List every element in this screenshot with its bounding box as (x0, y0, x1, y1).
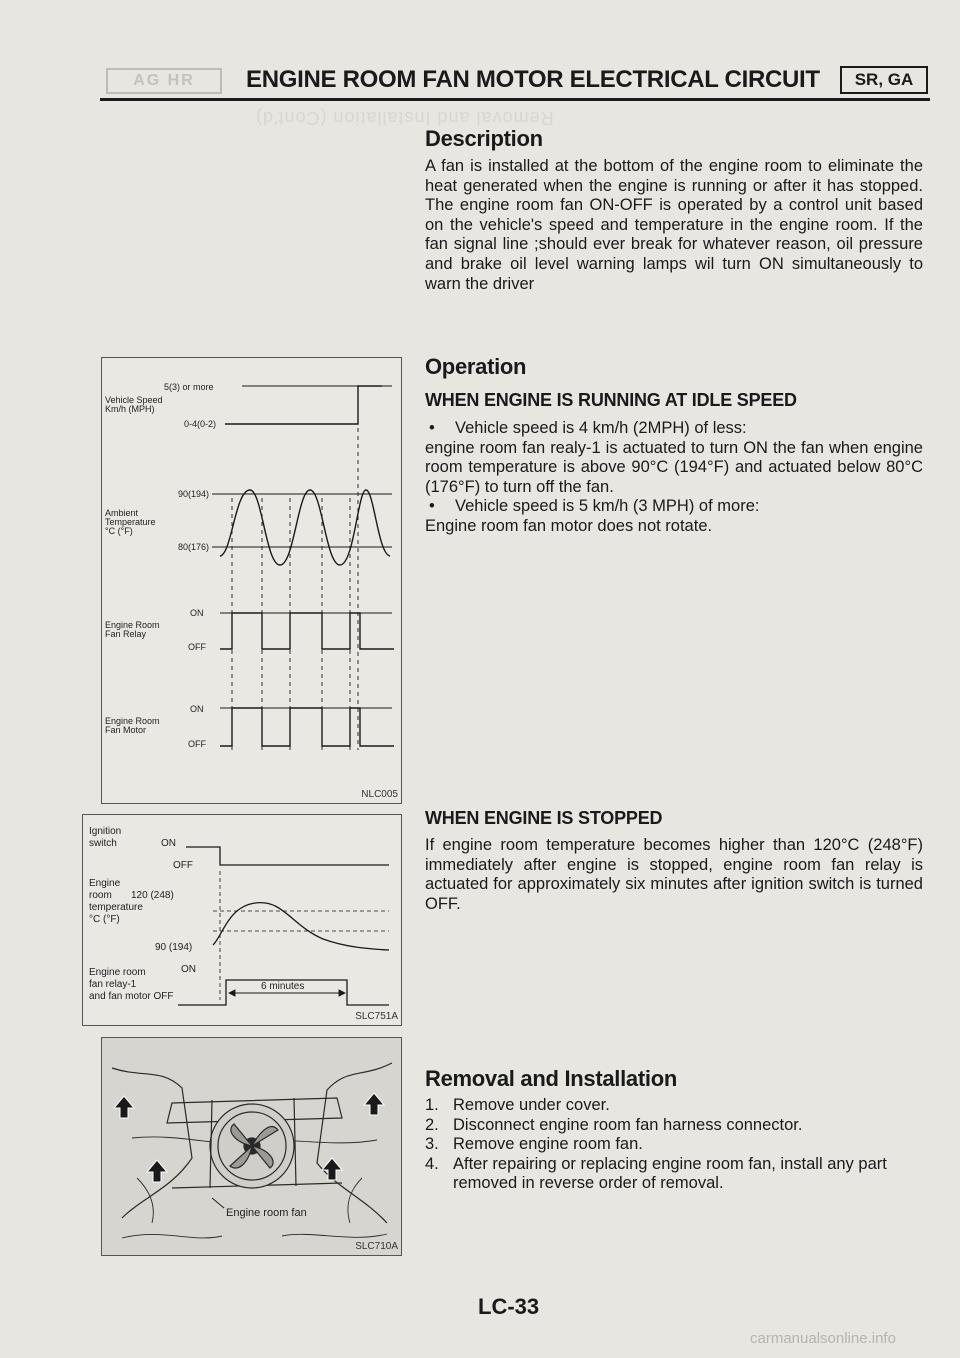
step-number: 2. (425, 1115, 439, 1134)
relay-axis-label-2: Fan Relay (105, 629, 147, 639)
speed-high-label: 5(3) or more (164, 382, 214, 392)
bullet-speed-high-text: Engine room fan motor does not rotate. (425, 516, 713, 535)
figure-code: NLC005 (361, 789, 398, 800)
timing-chart-stopped (82, 814, 402, 1026)
engine-temp-label-4: °C (°F) (89, 914, 120, 925)
figure-code: SLC710A (355, 1241, 398, 1252)
engine-stopped-heading: WHEN ENGINE IS STOPPED (425, 808, 663, 828)
relay-label-1: Engine room (89, 967, 146, 978)
page-title: ENGINE ROOM FAN MOTOR ELECTRICAL CIRCUIT (246, 66, 820, 93)
temp-axis-label-3: °C (°F) (105, 526, 133, 536)
removal-step (425, 1096, 925, 1116)
temp-low-label: 80(176) (178, 542, 210, 552)
removal-steps (425, 1096, 925, 1194)
removal-step (425, 1155, 925, 1194)
motor-axis-label-1: Engine Room (105, 716, 160, 726)
step-text: Remove under cover. (453, 1096, 610, 1114)
motor-axis-label-2: Fan Motor (105, 725, 147, 735)
step-text: Disconnect engine room fan harness connector. (453, 1115, 803, 1134)
description-heading: Description (425, 126, 543, 151)
bullet-speed-low (425, 419, 923, 439)
duration-label: 6 minutes (261, 981, 305, 992)
model-badge-faded: AG HR (106, 68, 222, 94)
timing-chart-idle (101, 357, 402, 804)
bleed-through-text: Removal and Installation (Cont'd) (255, 108, 554, 128)
step-number: 4. (425, 1154, 439, 1173)
bullet-lead: Vehicle speed is 4 km/h (2MPH) of less: (455, 419, 747, 437)
bullet-dot: • (429, 497, 435, 516)
temp-high-label: 120 (248) (131, 890, 174, 901)
engine-room-fan-illustration (101, 1037, 402, 1256)
speed-axis-label-2: Km/h (MPH) (105, 404, 155, 414)
step-number: 3. (425, 1135, 439, 1154)
relay-label-3: and fan motor OFF (89, 991, 174, 1002)
relay-on-label: ON (190, 608, 204, 618)
relay-on-label: ON (181, 964, 196, 975)
idle-speed-conditions (425, 419, 923, 537)
model-badge: SR, GA (840, 66, 928, 94)
temp-axis-label-1: Ambient (105, 508, 139, 518)
operation-heading: Operation (425, 354, 527, 379)
ignition-label-1: Ignition (89, 826, 122, 837)
ignition-off-label: OFF (173, 860, 193, 871)
motor-off-label: OFF (188, 739, 206, 749)
engine-temp-label-1: Engine (89, 878, 121, 889)
bullet-dot: • (429, 419, 435, 437)
motor-on-label: ON (190, 704, 204, 714)
relay-label-2: fan relay-1 (89, 979, 137, 990)
temp-high-label: 90(194) (178, 489, 210, 499)
removal-step (425, 1116, 925, 1136)
page-number: LC-33 (478, 1294, 540, 1319)
ignition-on-label: ON (161, 838, 176, 849)
bullet-speed-high (425, 497, 923, 517)
step-text: After repairing or replacing engine room fan, install any part removed in reverse order of removal. (453, 1154, 887, 1193)
speed-low-label: 0-4(0-2) (184, 419, 217, 429)
fan-illustration-svg (102, 1038, 401, 1255)
figure-code: SLC751A (355, 1011, 398, 1022)
temp-low-label: 90 (194) (155, 942, 193, 953)
engine-temp-label-3: temperature (89, 902, 143, 913)
idle-speed-heading: WHEN ENGINE IS RUNNING AT IDLE SPEED (425, 390, 797, 410)
temp-axis-label-2: Temperature (105, 517, 156, 527)
removal-step (425, 1135, 925, 1155)
relay-off-label: OFF (188, 642, 206, 652)
ignition-label-2: switch (89, 838, 117, 849)
step-number: 1. (425, 1096, 439, 1114)
removal-heading: Removal and Installation (425, 1066, 677, 1091)
fan-callout-label: Engine room fan (226, 1207, 307, 1219)
engine-temp-label-2: room (89, 890, 112, 901)
bullet-speed-low-text: engine room fan realy-1 is actuated to turn ON the fan when engine room temperature is above 90°C (194°F) and actuated below 80°C (176°F) to turn off the fan. (425, 438, 923, 496)
timing-chart-idle-svg (102, 358, 401, 803)
engine-stopped-text: If engine room temperature becomes higher than 120°C (248°F) immediately after engine is stopped, engine room fan relay is actuated for approximately six minutes after ignition switch is turned OFF. (425, 836, 923, 913)
watermark-text: carmanualsonline.info (750, 1330, 896, 1347)
step-text: Remove engine room fan. (453, 1135, 643, 1154)
bullet-lead: Vehicle speed is 5 km/h (3 MPH) of more: (455, 497, 760, 516)
speed-axis-label-1: Vehicle Speed (105, 395, 163, 405)
description-text: A fan is installed at the bottom of the engine room to eliminate the heat generated when the engine is running or after it has stopped. The engine room fan ON-OFF is operated by a control unit based on the vehicle's speed and temperature in the engine room. If the fan signal line ;should ever break for whatever reason, oil pressure and brake oil level warning lamps wil turn ON simultaneously to warn the driver (425, 157, 923, 293)
relay-axis-label-1: Engine Room (105, 620, 160, 630)
page-header (100, 64, 930, 101)
